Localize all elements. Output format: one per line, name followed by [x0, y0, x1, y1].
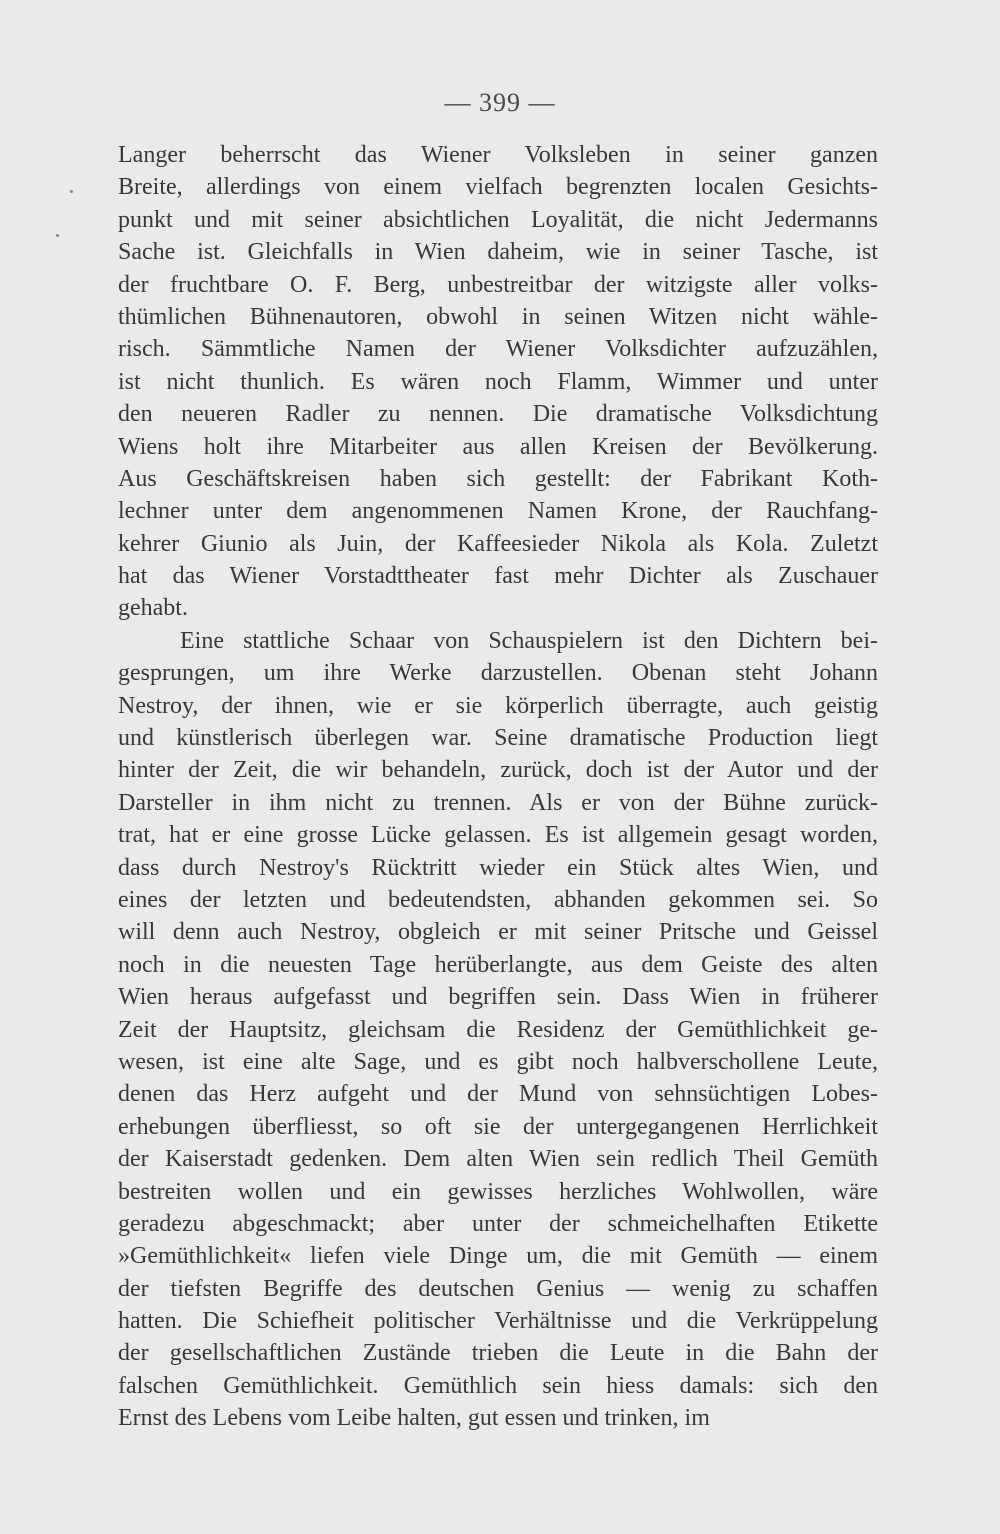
- text-line: bestreiten wollen und ein gewisses herzliches Wohlwollen, wäre: [118, 1178, 878, 1205]
- body-text: [118, 139, 878, 1435]
- text-line: der Kaiserstadt gedenken. Dem alten Wien sein redlich Theil Gemüth: [118, 1146, 878, 1173]
- text-line: thümlichen Bühnenautoren, obwohl in seinen Witzen nicht wähle-: [118, 303, 878, 330]
- text-line: Langer beherrscht das Wiener Volksleben in seiner ganzen: [118, 142, 878, 168]
- page-number: — 399 —: [444, 88, 556, 117]
- text-line: geradezu abgeschmackt; aber unter der schmeichelhaften Etikette: [118, 1210, 878, 1237]
- text-line: und künstlerisch überlegen war. Seine dramatische Production liegt: [118, 725, 878, 752]
- text-line: den neueren Radler zu nennen. Die dramatische Volksdichtung: [118, 401, 878, 428]
- text-line: eines der letzten und bedeutendsten, abhanden gekommen sei. So: [118, 886, 878, 913]
- text-line: punkt und mit seiner absichtlichen Loyalität, die nicht Jedermanns: [118, 206, 878, 233]
- text-line: kehrer Giunio als Juin, der Kaffeesieder Nikola als Kola. Zuletzt: [118, 530, 878, 557]
- text-line: risch. Sämmtliche Namen der Wiener Volksdichter aufzuzählen,: [118, 336, 878, 363]
- text-line: denen das Herz aufgeht und der Mund von sehnsüchtigen Lobes-: [118, 1081, 878, 1108]
- text-line: dass durch Nestroy's Rücktritt wieder ein Stück altes Wien, und: [118, 854, 878, 881]
- text-line: lechner unter dem angenommenen Namen Krone, der Rauchfang-: [118, 498, 878, 525]
- text-line: hinter der Zeit, die wir behandeln, zurück, doch ist der Autor und der: [118, 757, 878, 784]
- text-line: Wien heraus aufgefasst und begriffen sein. Dass Wien in früherer: [118, 984, 878, 1011]
- text-line: ist nicht thunlich. Es wären noch Flamm, Wimmer und unter: [118, 368, 878, 395]
- text-line: Aus Geschäftskreisen haben sich gestellt: der Fabrikant Koth-: [118, 465, 878, 492]
- text-line: hatten. Die Schiefheit politischer Verhältnisse und die Verkrüppelung: [118, 1308, 878, 1335]
- text-line: Zeit der Hauptsitz, gleichsam die Residenz der Gemüthlichkeit ge-: [118, 1016, 878, 1043]
- text-line: will denn auch Nestroy, obgleich er mit seiner Pritsche und Geissel: [118, 919, 878, 946]
- text-line: Wiens holt ihre Mitarbeiter aus allen Kreisen der Bevölkerung.: [118, 433, 878, 460]
- text-line: der tiefsten Begriffe des deutschen Genius — wenig zu schaffen: [118, 1275, 878, 1302]
- text-line: Darsteller in ihm nicht zu trennen. Als er von der Bühne zurück-: [118, 789, 878, 816]
- text-line: der fruchtbare O. F. Berg, unbestreitbar der witzigste aller volks-: [118, 271, 878, 298]
- text-line: falschen Gemüthlichkeit. Gemüthlich sein hiess damals: sich den: [118, 1372, 878, 1399]
- paper-speck: [56, 234, 59, 237]
- text-line: gesprungen, um ihre Werke darzustellen. Obenan steht Johann: [118, 660, 878, 687]
- text-line: Sache ist. Gleichfalls in Wien daheim, wie in seiner Tasche, ist: [118, 239, 878, 266]
- text-line: »Gemüthlichkeit« liefen viele Dinge um, die mit Gemüth — einem: [118, 1243, 878, 1270]
- text-line: Eine stattliche Schaar von Schauspielern ist den Dichtern bei-: [180, 627, 878, 654]
- text-line: noch in die neuesten Tage herüberlangte, aus dem Geiste des alten: [118, 951, 878, 978]
- text-line: gehabt.: [118, 595, 188, 622]
- text-line: Ernst des Lebens vom Leibe halten, gut essen und trinken, im: [118, 1405, 710, 1432]
- text-line: erhebungen überfliesst, so oft sie der untergegangenen Herrlichkeit: [118, 1113, 878, 1140]
- text-line: der gesellschaftlichen Zustände trieben die Leute in die Bahn der: [118, 1340, 878, 1367]
- text-line: trat, hat er eine grosse Lücke gelassen. Es ist allgemein gesagt worden,: [118, 822, 878, 849]
- text-line: wesen, ist eine alte Sage, und es gibt noch halbverschollene Leute,: [118, 1048, 878, 1075]
- text-line: hat das Wiener Vorstadttheater fast mehr Dichter als Zuschauer: [118, 563, 878, 590]
- text-line: Breite, allerdings von einem vielfach begrenzten localen Gesichts-: [118, 174, 878, 201]
- paper-speck: [70, 190, 73, 193]
- text-line: Nestroy, der ihnen, wie er sie körperlich überragte, auch geistig: [118, 692, 878, 719]
